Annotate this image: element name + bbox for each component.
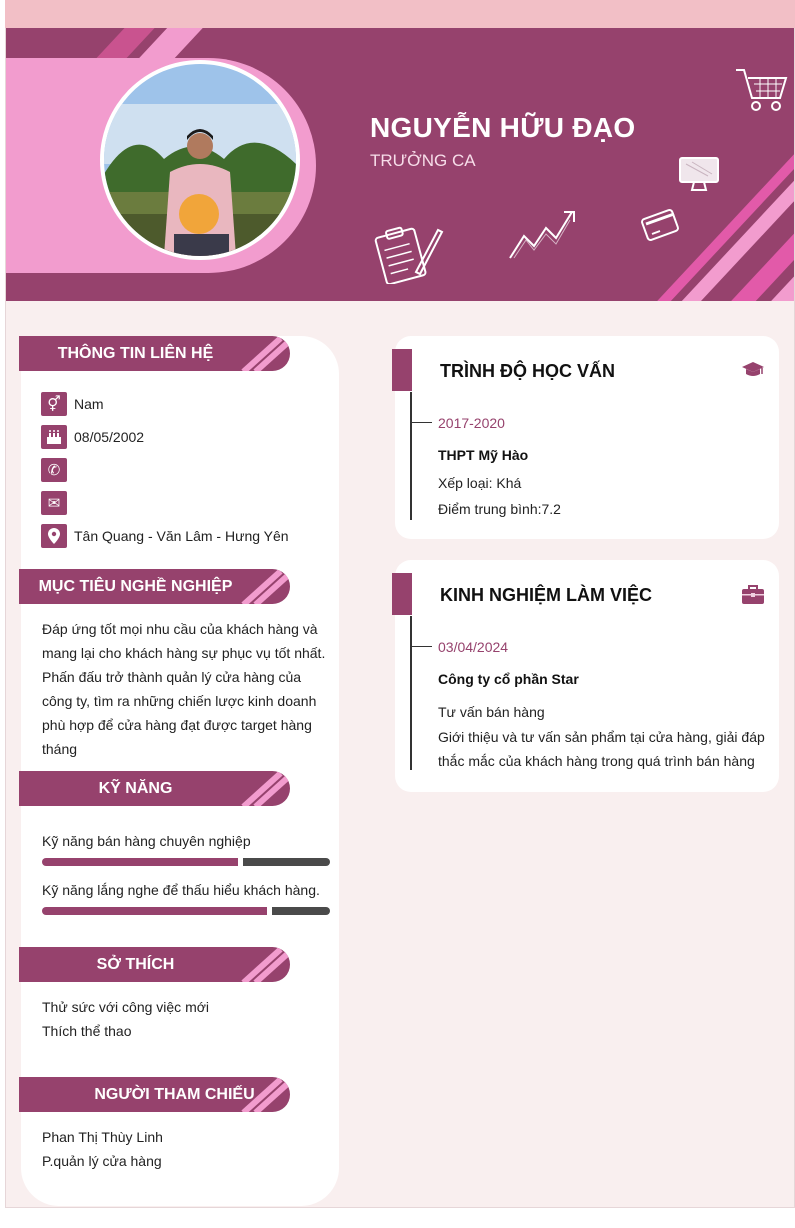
education-title: TRÌNH ĐỘ HỌC VẤN [440,361,615,381]
education-card [395,336,779,539]
timeline-tick [410,646,432,647]
experience-position: Tư vấn bán hàng [438,704,545,720]
references-section-title: NGƯỜI THAM CHIẾU [94,1086,255,1103]
experience-title: KINH NGHIỆM LÀM VIỆC [440,585,653,605]
objective-text: Đáp ứng tốt mọi nhu cầu của khách hàng và mang lại cho khách hàng sự phục vụ tốt nhất. Phấn đấu trở thành quản lý cửa hàng của công ty, tìm ra những chiến lược kinh doanh phù hợp để cửa hàng đạt được target hàng tháng [42,621,326,757]
monitor-icon [678,156,720,194]
experience-date: 03/04/2024 [438,639,509,655]
education-school: THPT Mỹ Hào [438,447,529,463]
experience-description: Giới thiệu và tư vấn sản phẩm tại cửa hàng, giải đáp thắc mắc của khách hàng trong quá trình bán hàng [438,729,765,769]
hobby-item: Thích thể thao [42,1023,132,1039]
clipboard-icon [372,222,444,284]
contact-section-title: THÔNG TIN LIÊN HỆ [57,345,214,362]
skill-bar [42,858,330,866]
hobbies-section-header [19,947,290,982]
skills-section-header [19,771,290,806]
mail-icon: ✉ [41,491,67,515]
hobbies-section-title: SỞ THÍCH [96,956,175,973]
address-value: Tân Quang - Văn Lâm - Hưng Yên [74,528,289,544]
graduation-cap-icon [741,358,765,382]
card-icon [638,208,682,246]
chart-icon [506,206,580,262]
timeline-tick [410,422,432,423]
education-rank: Xếp loại: Khá [438,475,522,491]
location-icon [41,524,67,548]
skill-label: Kỹ năng bán hàng chuyên nghiệp [42,833,251,849]
cake-icon [41,425,67,449]
references-section-header [19,1077,290,1112]
skill-bar [42,907,330,915]
experience-company: Công ty cổ phần Star [438,671,579,687]
avatar [104,64,296,256]
section-marker [392,573,412,615]
section-marker [392,349,412,391]
objective-section-title: MỤC TIÊU NGHỀ NGHIỆP [38,578,233,595]
cv-page [5,28,795,1208]
candidate-role: TRƯỞNG CA [370,151,476,170]
candidate-name: NGUYỄN HỮU ĐẠO [370,112,636,143]
phone-icon: ✆ [41,458,67,482]
objective-section-header [19,569,290,604]
header-banner [6,28,794,301]
timeline-line [410,392,412,520]
contact-section-header [19,336,290,371]
birthday-value: 08/05/2002 [74,429,145,445]
hobby-item: Thử sức với công việc mới [42,999,210,1015]
briefcase-icon [741,582,765,606]
gender-value: Nam [74,396,104,412]
experience-card [395,560,779,792]
reference-item: Phan Thị Thùy Linh [42,1129,163,1145]
skill-label: Kỹ năng lắng nghe để thấu hiểu khách hàng. [42,882,320,898]
reference-item: P.quản lý cửa hàng [42,1153,162,1169]
skills-section-title: KỸ NĂNG [98,780,173,797]
education-gpa: Điểm trung bình:7.2 [438,501,561,517]
gender-icon: ⚥ [41,392,67,416]
cart-icon [734,66,790,114]
timeline-line [410,616,412,770]
top-strip [5,0,795,28]
education-period: 2017-2020 [438,415,505,431]
